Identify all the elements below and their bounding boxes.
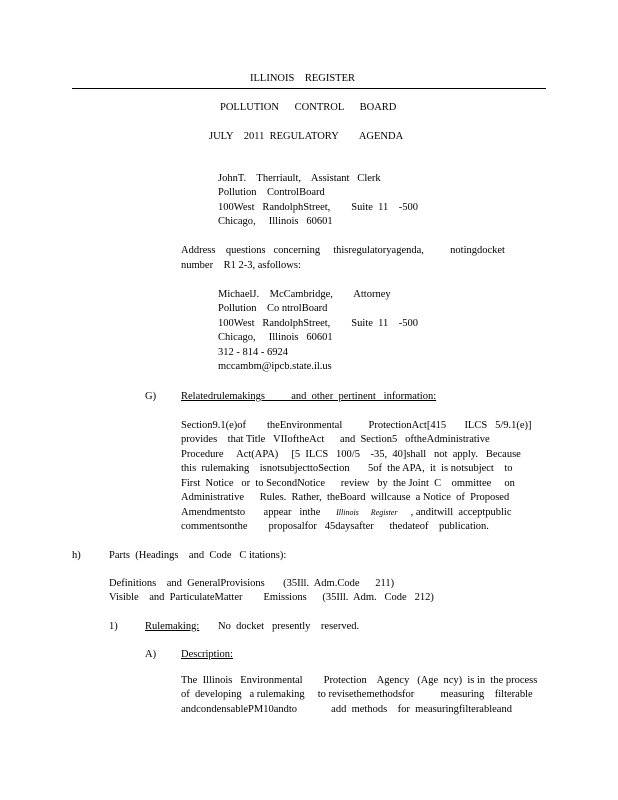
description-line: andcondensablePM10andto add methods for measuringfilterableand <box>181 704 512 715</box>
clerk-line: JohnT. Therriault, Assistant Clerk <box>218 173 381 184</box>
part-citation: Definitions and GeneralProvisions (35Ill. Adm.Code 211) <box>109 578 395 589</box>
attorney-line: 100West RandolphStreet, Suite 11 -500 <box>218 318 418 329</box>
section-g-marker: G) <box>145 391 157 402</box>
attorney-phone: 312 - 814 - 6924 <box>218 347 288 358</box>
attorney-line: Chicago, Illinois 60601 <box>218 332 333 343</box>
clerk-line: Chicago, Illinois 60601 <box>218 216 333 227</box>
register-header: ILLINOIS REGISTER <box>250 73 355 84</box>
section-g-line: First Notice or to SecondNotice review by the Joint C ommittee on <box>181 478 515 489</box>
item-a-marker: A) <box>145 649 157 660</box>
address-line: number R1 2-3, asfollows: <box>181 260 301 271</box>
part-citation: Visible and ParticulateMatter Emissions (35Ill. Adm. Code 212) <box>109 592 434 603</box>
section-g-line: Procedure Act(APA) [5 ILCS 100/5 -35, 40]shall not apply. Because <box>181 449 521 460</box>
section-g-line: commentsonthe proposalfor 45daysafter thedateof publication. <box>181 521 489 532</box>
agenda-title: JULY 2011 REGULATORY AGENDA <box>209 131 404 142</box>
item-1-marker: 1) <box>109 621 118 632</box>
clerk-line: Pollution ControlBoard <box>218 187 325 198</box>
section-g-line: this rulemaking isnotsubjecttoSection 5of the APA, it is notsubject to <box>181 463 513 474</box>
section-g-line: Section9.1(e)of theEnvironmental ProtectionAct[415 ILCS 5/9.1(e)] <box>181 420 532 431</box>
header-rule <box>72 88 546 89</box>
section-g-line-start: Amendmentsto appear inthe <box>181 507 321 518</box>
section-g-line-tail: , anditwill acceptpublic <box>410 507 512 518</box>
attorney-email: mccambm@ipcb.state.il.us <box>218 361 332 372</box>
section-h-heading: Parts (Headings and Code C itations): <box>109 550 287 561</box>
rulemaking-text: No docket presently reserved. <box>218 621 360 632</box>
section-g-line <box>181 506 511 520</box>
attorney-line: MichaelJ. McCambridge, Attorney <box>218 289 391 300</box>
illinois-register-italic: Illinois Register <box>336 508 398 517</box>
attorney-line: Pollution Co ntrolBoard <box>218 303 328 314</box>
section-g-line: Administrative Rules. Rather, theBoard willcause a Notice of Proposed <box>181 492 510 503</box>
description-line: of developing a rulemaking to revisethemethodsfor measuring filterable <box>181 689 533 700</box>
description-line: The Illinois Environmental Protection Agency (Age ncy) is in the process <box>181 675 538 686</box>
board-title: POLLUTION CONTROL BOARD <box>220 102 397 113</box>
rulemaking-label: Rulemaking: <box>145 621 200 632</box>
section-g-line: provides that Title VIIoftheAct and Section5 oftheAdministrative <box>181 434 490 445</box>
clerk-line: 100West RandolphStreet, Suite 11 -500 <box>218 202 418 213</box>
section-h-marker: h) <box>72 550 81 561</box>
description-label: Description: <box>181 649 233 660</box>
section-g-heading: Relatedrulemakings and other pertinent information: <box>181 391 437 402</box>
address-line: Address questions concerning thisregulatoryagenda, notingdocket <box>181 245 505 256</box>
